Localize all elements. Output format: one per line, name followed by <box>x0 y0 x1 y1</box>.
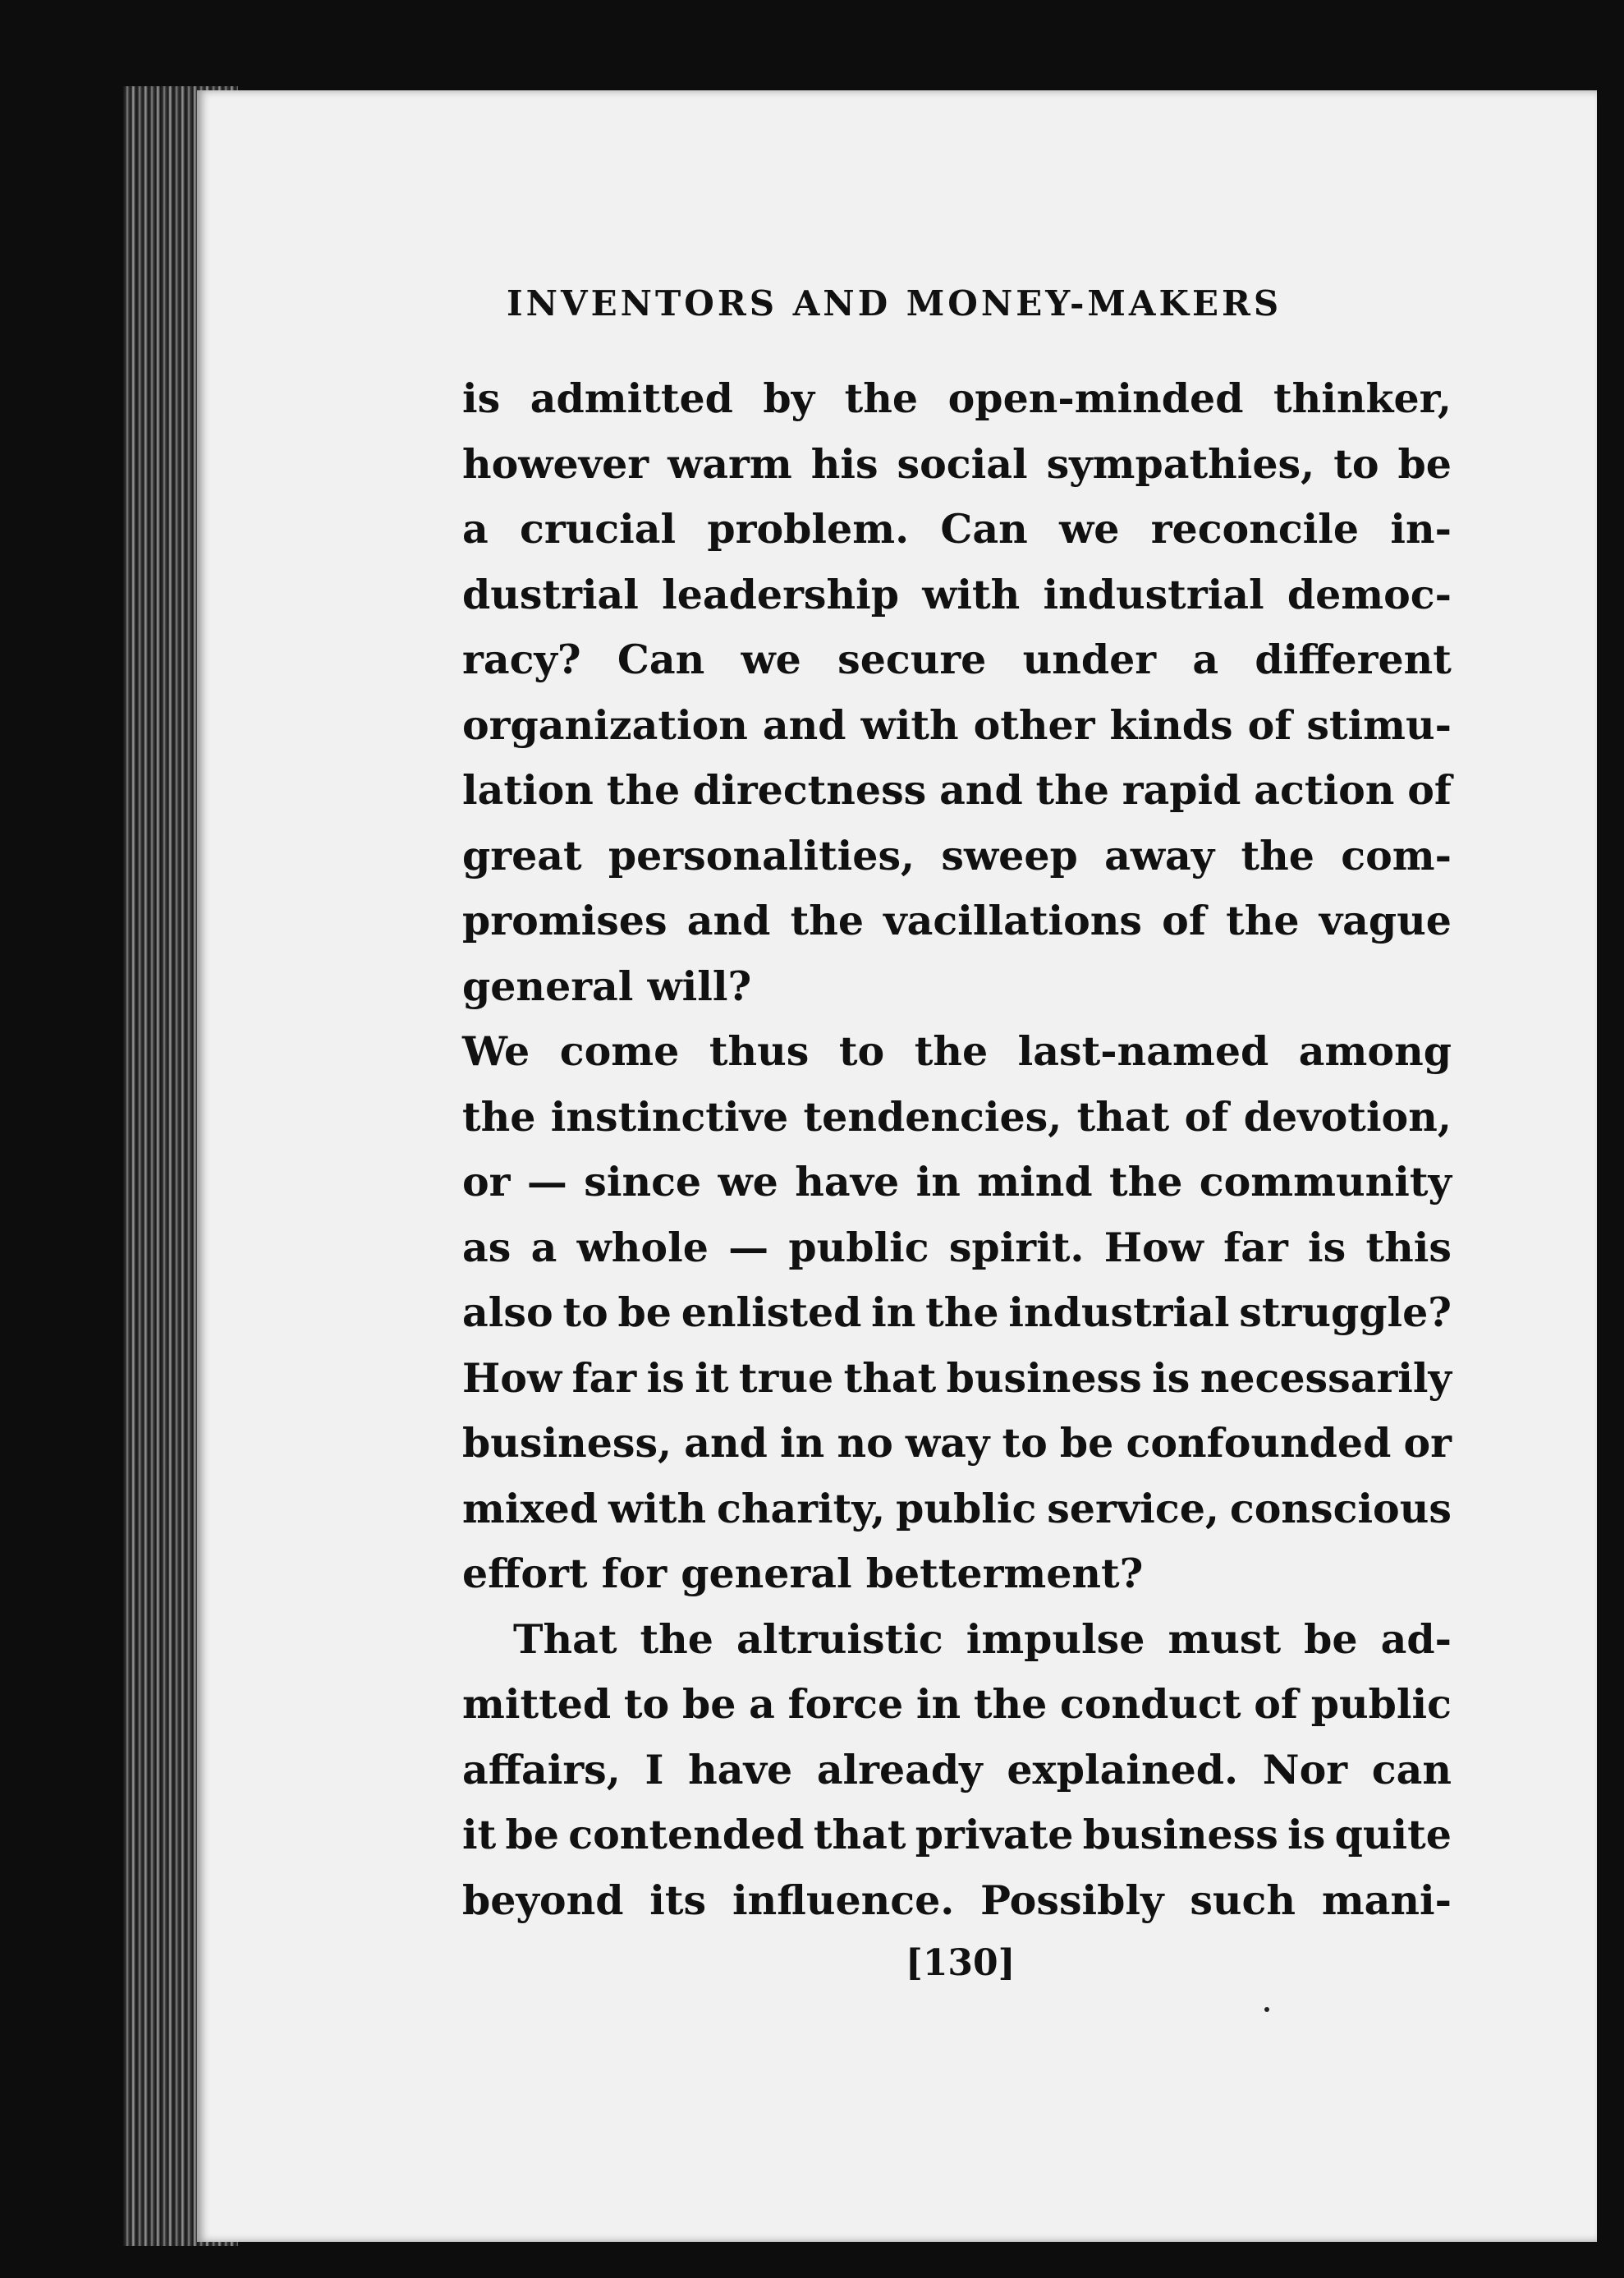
word: problem. <box>707 505 910 553</box>
word: business <box>1082 1811 1278 1858</box>
text-line <box>462 1411 1452 1477</box>
word: tendencies, <box>803 1092 1062 1141</box>
word: to <box>562 1288 608 1336</box>
word: sympathies, <box>1046 439 1315 488</box>
word: the <box>1035 766 1109 814</box>
word: crucial <box>520 505 677 553</box>
word: is <box>1152 1353 1190 1402</box>
word: also <box>462 1288 553 1336</box>
word: a <box>530 1223 557 1271</box>
text-line <box>462 627 1452 693</box>
word: Possibly <box>980 1876 1164 1924</box>
word: stimu- <box>1306 700 1452 749</box>
word: the <box>925 1288 999 1336</box>
word: of <box>1407 766 1452 814</box>
word: or <box>1403 1419 1452 1467</box>
word: as <box>462 1223 512 1271</box>
word: reconcile <box>1150 505 1360 553</box>
word: true <box>738 1353 834 1402</box>
text-line <box>462 1346 1452 1412</box>
word: have <box>795 1158 900 1206</box>
word: organization <box>462 700 748 749</box>
word: and <box>939 766 1023 814</box>
word: We <box>462 1027 530 1075</box>
word: whole <box>576 1223 709 1271</box>
word: industrial <box>1008 1288 1230 1336</box>
word: the <box>1241 831 1314 880</box>
word: affairs, <box>462 1745 621 1793</box>
word: is <box>646 1353 685 1402</box>
word: struggle? <box>1239 1288 1452 1336</box>
word: already <box>816 1745 983 1793</box>
word: warm <box>667 439 792 488</box>
word: kinds <box>1109 700 1233 749</box>
word: can <box>1371 1745 1452 1793</box>
word: this <box>1365 1223 1452 1271</box>
word: Nor <box>1262 1745 1348 1793</box>
word: business, <box>462 1419 672 1467</box>
word: be <box>505 1811 559 1858</box>
word: in <box>780 1419 825 1467</box>
word: be <box>1397 439 1452 488</box>
word: — <box>526 1158 567 1206</box>
word: the <box>790 897 864 944</box>
word: spirit. <box>948 1223 1085 1271</box>
word: mind <box>977 1158 1093 1206</box>
word: among <box>1298 1027 1452 1075</box>
word: we <box>1059 505 1120 553</box>
text-line <box>462 1672 1452 1738</box>
text-line <box>462 758 1452 824</box>
word: admitted <box>530 374 733 422</box>
word: mixed <box>462 1484 599 1532</box>
word: of <box>1254 1680 1298 1728</box>
word: Can <box>617 636 705 683</box>
word: mitted <box>462 1680 612 1728</box>
text-line-content: effort for general betterment? <box>462 1550 1144 1597</box>
word: How <box>1103 1223 1204 1271</box>
scan-speck <box>1264 2007 1269 2012</box>
word: in <box>915 1158 961 1206</box>
word: devotion, <box>1243 1092 1452 1141</box>
word: democ- <box>1287 570 1452 618</box>
word: instinctive <box>550 1092 789 1141</box>
word: impulse <box>966 1614 1145 1663</box>
word: in- <box>1390 505 1452 553</box>
word: we <box>741 636 801 683</box>
word: it <box>462 1811 497 1858</box>
word: and <box>762 700 846 749</box>
word: — <box>728 1223 769 1271</box>
word: be <box>617 1288 672 1336</box>
word: a <box>749 1680 775 1728</box>
word: the <box>1108 1158 1183 1206</box>
word: such <box>1190 1876 1296 1924</box>
word: in <box>871 1288 916 1336</box>
word: that <box>813 1811 906 1858</box>
word: to <box>1333 439 1379 488</box>
word: it <box>695 1353 729 1402</box>
word: and <box>684 1419 768 1467</box>
text-line <box>462 889 1452 954</box>
word: dustrial <box>462 570 639 618</box>
word: since <box>584 1158 702 1206</box>
text-line <box>462 1803 1452 1868</box>
word: be <box>1059 1419 1114 1467</box>
word: have <box>688 1745 793 1793</box>
running-head: INVENTORS AND MONEY-MAKERS <box>507 283 1282 324</box>
word: thus <box>709 1027 810 1075</box>
text-line <box>462 824 1452 889</box>
word: quite <box>1334 1811 1452 1858</box>
word: with <box>608 1484 707 1532</box>
word: however <box>462 439 649 488</box>
word: of <box>1247 700 1292 749</box>
word: to <box>1002 1419 1048 1467</box>
word: be <box>681 1680 736 1728</box>
word: Can <box>940 505 1028 553</box>
word: that <box>843 1353 937 1402</box>
word: a <box>462 505 489 553</box>
word: its <box>649 1876 707 1924</box>
word: lation <box>462 766 594 814</box>
word: must <box>1168 1614 1282 1663</box>
word: come <box>559 1027 680 1075</box>
word: the <box>973 1680 1048 1728</box>
word: the <box>844 374 919 422</box>
word: conduct <box>1060 1680 1241 1728</box>
word: is <box>462 374 501 422</box>
text-line <box>462 563 1452 628</box>
word: industrial <box>1043 570 1264 618</box>
word: business <box>946 1353 1142 1402</box>
text-line <box>462 1541 1452 1607</box>
word: confounded <box>1126 1419 1392 1467</box>
word: a <box>1192 636 1219 683</box>
word: influence. <box>732 1876 955 1924</box>
text-line <box>462 693 1452 759</box>
word: with <box>860 700 959 749</box>
word: is <box>1287 1811 1326 1858</box>
word: promises <box>462 897 667 944</box>
text-line <box>462 1085 1452 1150</box>
word: force <box>787 1680 904 1728</box>
text-line <box>462 432 1452 498</box>
word: secure <box>837 636 987 683</box>
word: the <box>914 1027 989 1075</box>
word: and <box>686 897 771 944</box>
word: vacillations <box>883 897 1142 944</box>
word: of <box>1162 897 1206 944</box>
word: of <box>1184 1092 1229 1141</box>
word: leadership <box>662 570 899 618</box>
word: public <box>1310 1680 1452 1728</box>
word: the <box>606 766 681 814</box>
word: necessarily <box>1200 1353 1452 1402</box>
word: away <box>1104 831 1215 880</box>
word: under <box>1022 636 1157 683</box>
word: the <box>462 1092 536 1141</box>
text-line <box>462 1019 1452 1085</box>
word: that <box>1076 1092 1170 1141</box>
word: we <box>718 1158 778 1206</box>
word: service, <box>1047 1484 1219 1532</box>
text-line <box>462 1477 1452 1542</box>
word: charity, <box>717 1484 886 1532</box>
word: ad- <box>1380 1614 1452 1663</box>
word: or <box>462 1158 511 1206</box>
word: great <box>462 831 582 880</box>
word: beyond <box>462 1876 624 1924</box>
word: the <box>640 1614 713 1663</box>
word: with <box>922 570 1021 618</box>
word: altruistic <box>736 1614 943 1663</box>
word: be <box>1304 1614 1358 1663</box>
word: far <box>1223 1223 1288 1271</box>
text-line <box>462 1868 1452 1934</box>
word: to <box>838 1027 885 1075</box>
word: is <box>1308 1223 1346 1271</box>
word: That <box>513 1614 617 1663</box>
word: vague <box>1319 897 1452 944</box>
word: his <box>810 439 879 488</box>
word: I <box>645 1745 664 1793</box>
word: rapid <box>1122 766 1241 814</box>
word: other <box>973 700 1095 749</box>
word: conscious <box>1229 1484 1452 1532</box>
text-line <box>462 1607 1452 1673</box>
word: way <box>905 1419 990 1467</box>
word: no <box>837 1419 893 1467</box>
word: different <box>1255 636 1452 683</box>
text-line <box>462 1280 1452 1346</box>
word: sweep <box>941 831 1078 880</box>
word: public <box>896 1484 1037 1532</box>
word: to <box>623 1680 670 1728</box>
body-text <box>462 366 1452 1933</box>
page-number: [130] <box>906 1942 1016 1984</box>
text-line <box>462 1215 1452 1281</box>
text-line <box>462 366 1452 432</box>
word: racy? <box>462 636 581 683</box>
word: enlisted <box>681 1288 862 1336</box>
word: open-minded <box>947 374 1244 422</box>
word: explained. <box>1007 1745 1239 1793</box>
word: mani- <box>1321 1876 1452 1924</box>
word: last-named <box>1017 1027 1269 1075</box>
word: thinker, <box>1273 374 1452 422</box>
text-line <box>462 1150 1452 1215</box>
word: the <box>1226 897 1300 944</box>
word: action <box>1254 766 1395 814</box>
text-line <box>462 954 1452 1020</box>
word: community <box>1199 1158 1452 1206</box>
word: private <box>915 1811 1074 1858</box>
word: com- <box>1341 831 1452 880</box>
word: far <box>571 1353 637 1402</box>
word: public <box>788 1223 929 1271</box>
word: social <box>897 439 1028 488</box>
word: How <box>462 1353 562 1402</box>
text-line-content: general will? <box>462 962 752 1010</box>
word: contended <box>568 1811 805 1858</box>
word: in <box>915 1680 961 1728</box>
text-line <box>462 1738 1452 1803</box>
word: directness <box>692 766 927 814</box>
word: by <box>763 374 815 422</box>
text-line <box>462 497 1452 563</box>
word: personalities, <box>608 831 915 880</box>
